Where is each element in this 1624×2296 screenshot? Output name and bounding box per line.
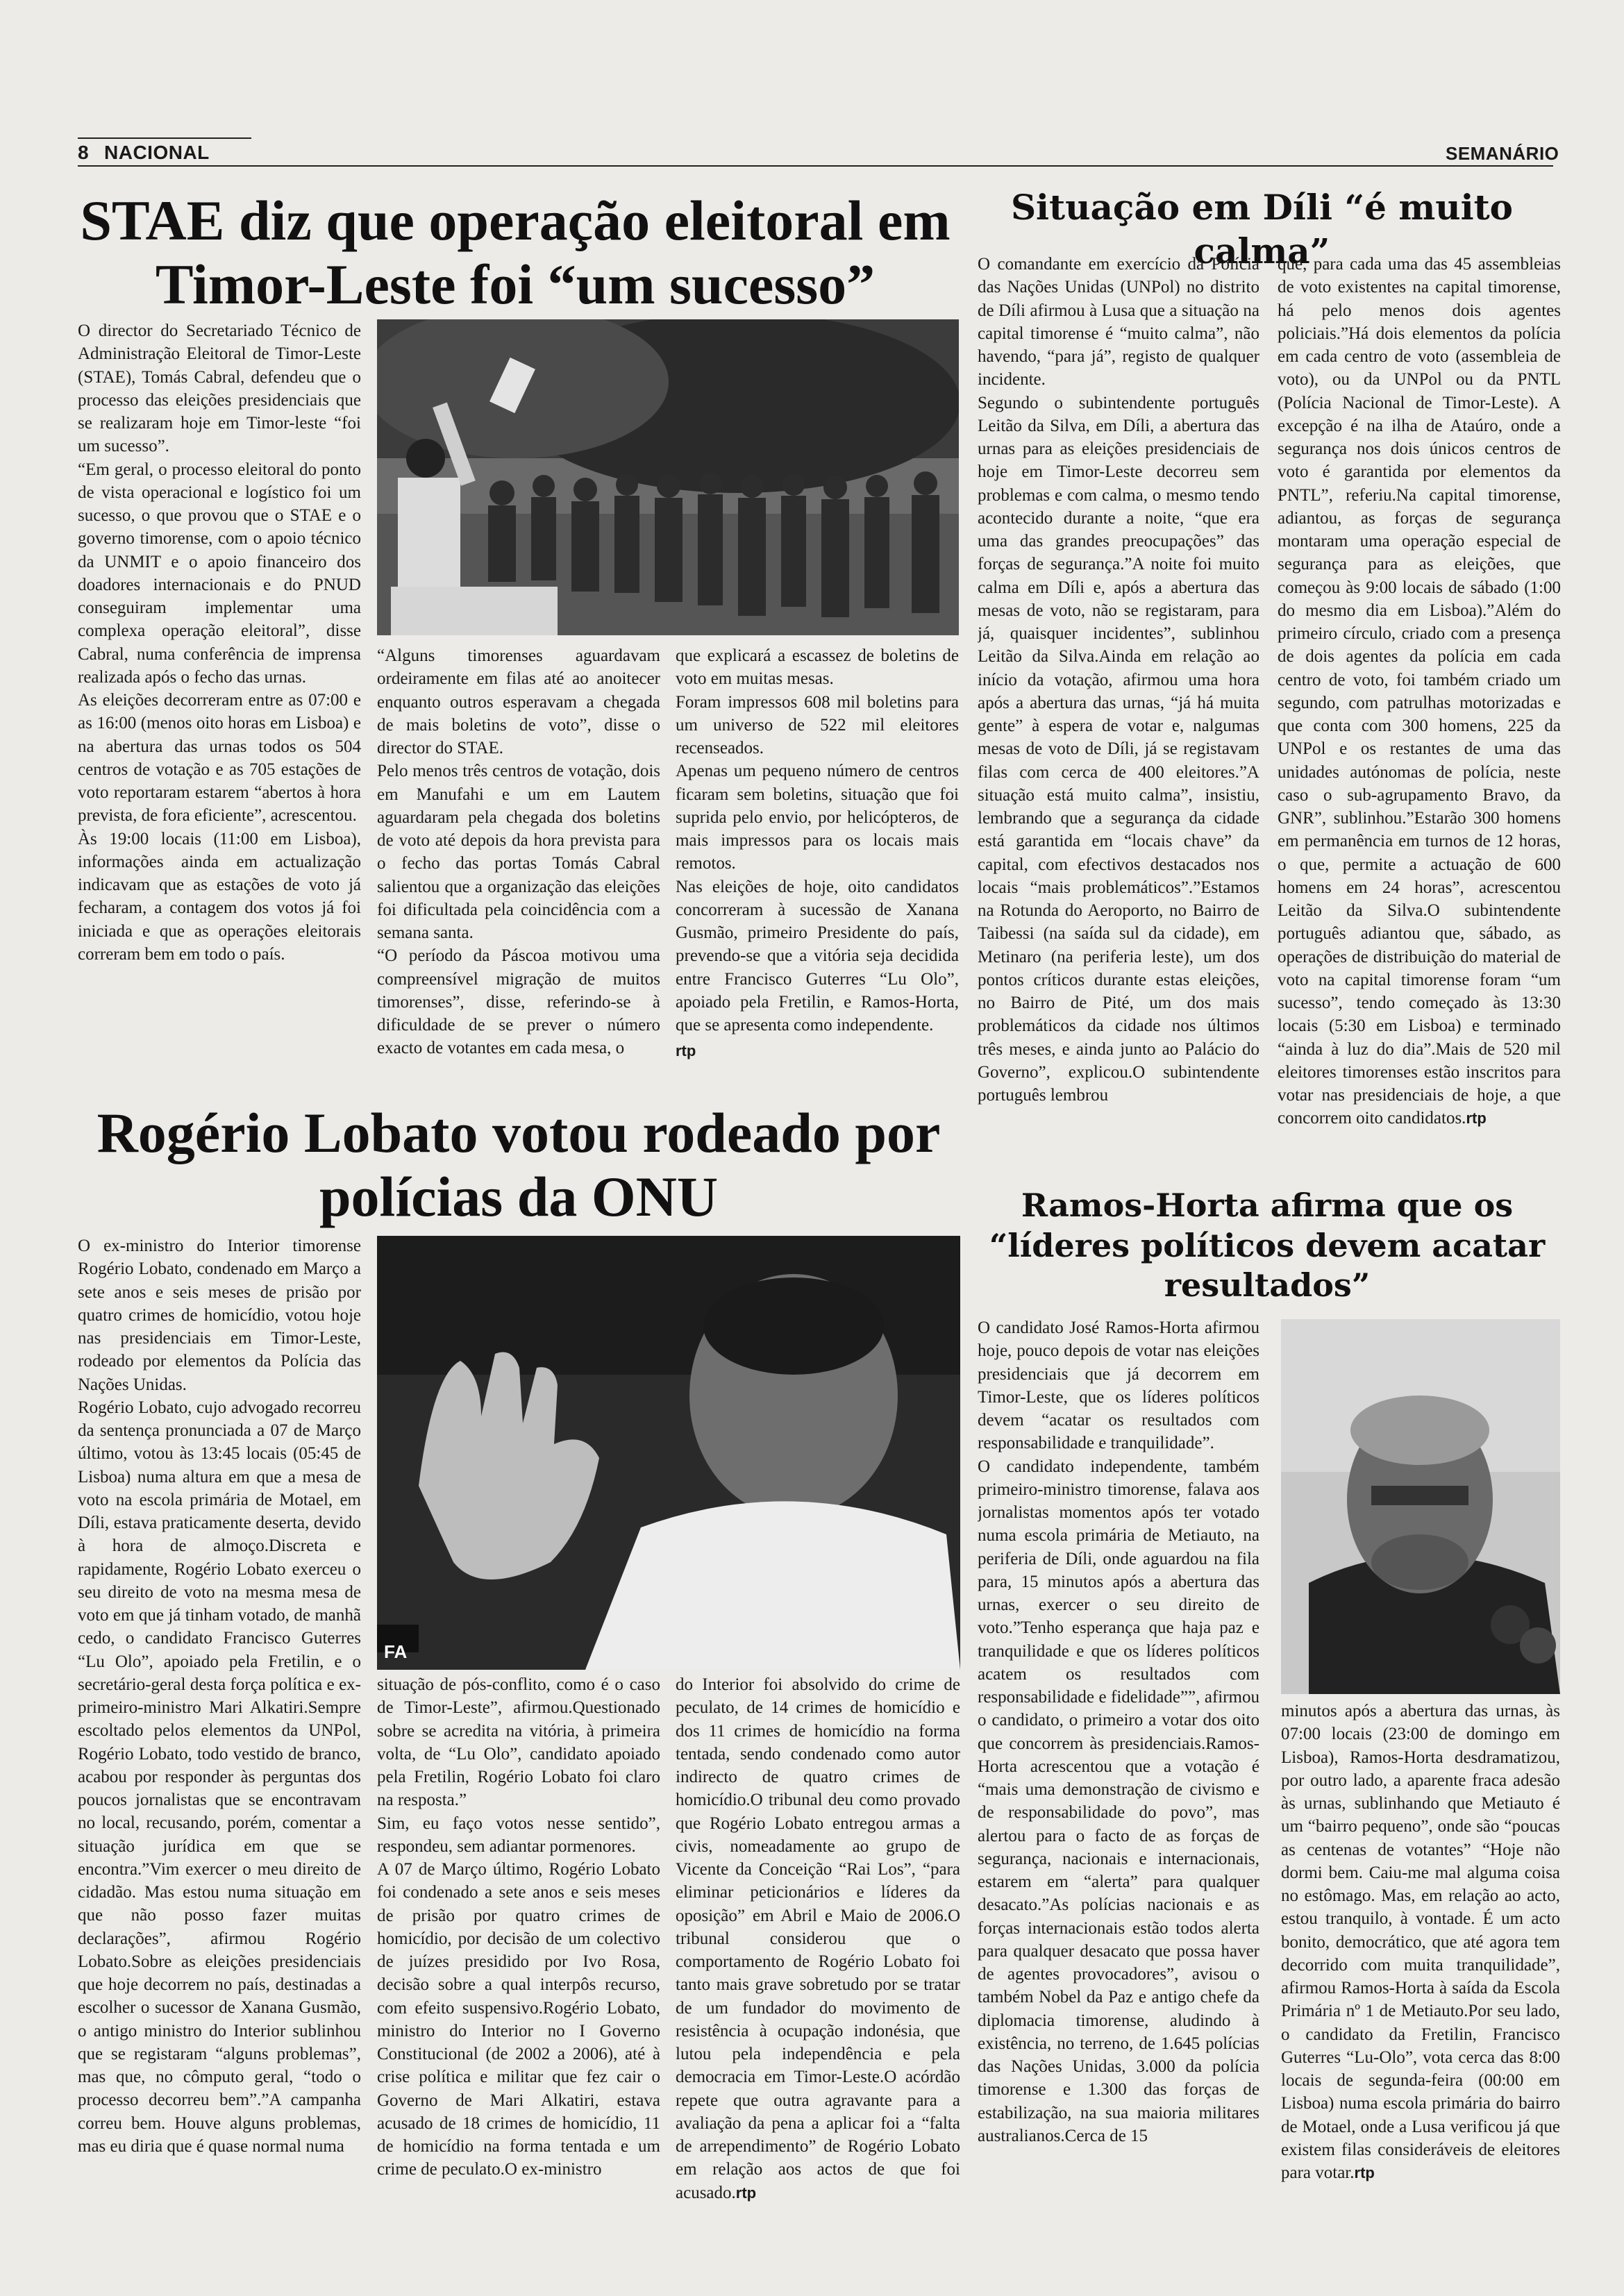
headline-line: STAE diz que operação eleitoral em xyxy=(80,189,951,252)
article-stae-col2: “Alguns timorenses aguardavam ordeiramente em filas até ao anoitecer enquanto outros esperavam a chegada de mais boletins de voto”, disse o director do STAE. Pelo menos três centros de votação, dois em Manufahi e um em Lautem aguardaram pela chegada dos boletins de voto até depois da hora prevista para o fecho das portas Tomás Cabral salientou que a organização das eleições foi dificultada pela coincidência com a semana santa. “O período da Páscoa motivou uma compreensível migração de muitos timorenses”, disse, referindo-se à dificuldade de se prever o número exacto de votantes em cada mesa, o xyxy=(377,646,660,1058)
article-dili-signature: rtp xyxy=(1466,1109,1487,1128)
lobato-photo-image xyxy=(377,1236,960,1670)
stae-photo-image xyxy=(377,319,959,635)
article-lobato-col1: O ex-ministro do Interior timorense Rogério Lobato, condenado em Março a sete anos e seis meses de prisão por quatro crimes de homicídio, votou hoje nas presidenciais em Timor-Leste, rodeado por elementos da Polícia das Nações Unidas. Rogério Lobato, cujo advogado recorreu da sentença pronunciada a 07 de Março último, votou às 13:45 locais (05:45 de Lisboa) numa altura em que a mesa de voto na escola primária de Motael, em Díli, estava praticamente deserta, devido à hora de almoço.Discreta e rapidamente, Rogério Lobato exerceu o seu direito de voto na mesma mesa de voto em que já tinham votado, de manhã cedo, o candidato Francisco Guterres “Lu Olo”, apoiado pela Fretilin, e o secretário-geral desta força política e ex-primeiro-ministro Mari Alkatiri.Sempre escoltado pelos elementos da UNPol, Rogério Lobato, todo vestido de branco, acabou por responder às perguntas dos poucos jornalistas que se encontravam no local, recusando, porém, comentar a situação jurídica em que se encontra.”Vim exercer o meu direito de cidadão. Mas estou numa situação em que não posso fazer muitas declarações”, afirmou Rogério Lobato.Sobre as eleições presidenciais que hoje decorrem no país, destinadas a escolher o sucessor de Xanana Gusmão, o antigo ministro do Interior sublinhou que se registaram “alguns problemas”, mas que, no cômputo geral, “todo o processo decorreu bem”.”A campanha correu bem. Houve alguns problemas, mas eu diria que é quase normal numa xyxy=(78,1237,361,2156)
article-dili-col1: O comandante em exercício da Polícia das Nações Unidas (UNPol) no distrito de Díli afirmou à Lusa que a situação na capital timorense é “muito calma”, não havendo, “para já”, registo de qualquer incidente. Segundo o subintendente português Leitão da Silva, em Díli, a abertura das urnas para as eleições presidenciais de hoje em Timor-Leste decorreu sem problemas e com calma, o mesmo tendo acontecido durante a noite, “que era uma das grandes preocupações” das forças de segurança.”A noite foi muito calma em Díli e, após a abertura das mesas de voto, não se registaram, para já, quaisquer incidentes”, sublinhou Leitão da Silva.Ainda em relação ao início da votação, afirmou uma hora após a abertura das urnas, “já há muita gente” à espera de votar e, nalgumas mesas de voto de Díli, já se registavam filas com cerca de 400 eleitores.”A situação está muito calma”, insistiu, lembrando que a segurança da cidade está garantida em “locais chave” da capital, com efectivos destacados nos locais “mais problemáticos”.”Estamos na Rotunda do Aeroporto, no Bairro de Taibessi (na saída sul da cidade), em Metinaro (na periferia leste), um dos pontos críticos durante estas eleições, no Bairro de Pité, um dos mais problemáticos da cidade nos últimos três meses, e ainda junto ao Palácio do Governo”, explicou.O subintendente português lembrou xyxy=(978,255,1259,1105)
article-dili-col2-text: que, para cada uma das 45 assembleias de voto existentes na capital timorense, há pelo menos dois agentes policiais.”Há dois elementos da polícia em cada centro de voto (assembleia de voto), ou da UNPol ou da PNTL (Polícia Nacional de Timor-Leste). A excepção é na ilha de Ataúro, onde a segurança nos dois únicos centros de voto é garantida por elementos da PNTL”, referiu.Na capital timorense, adiantou, as forças de segurança montaram uma operação especial de segurança para as eleições, que começou às 9:00 locais de sábado (1:00 do mesmo dia em Lisboa).”Além do primeiro círculo, criado com a presença de dois agentes da polícia em cada centro de voto, foi também criado um segundo, com patrulhas motorizadas e que conta com 300 homens, 225 da UNPol e os restantes de uma das unidades autónomas de polícia, neste caso o sub-agrupamento Bravo, da GNR”, sublinhou.”Estarão 300 homens em permanência em turnos de 12 horas, o que, permite a actuação de 600 homens em 24 horas”, acrescentou Leitão da Silva.O subintendente português adiantou que, sábado, as operações de distribuição do material de voto na capital timorense foram “um sucesso”, tendo começado às 13:30 locais (5:30 em Lisboa) e terminado “ainda à luz do dia”.Mais de 520 mil eleitores timorenses estão inscritos para votar nas presidenciais de hoje, a que concorrem oito candidatos. xyxy=(1278,255,1561,1128)
article-stae-signature: rtp xyxy=(676,1042,696,1060)
lobato-photo xyxy=(377,1236,960,1670)
article-ramos-horta-col2 xyxy=(1281,1700,1560,2262)
article-stae-col3-text: que explicará a escassez de boletins de voto em muitas mesas. Foram impressos 608 mil boletins para um universo de 522 mil eleitores recenseados. Apenas um pequeno número de centros ficaram sem boletins, situação que foi suprida pelo envio, por helicópteros, de mais impressos para os locais mais remotos. Nas eleições de hoje, oito candidatos concorreram à sucessão de Xanana Gusmão, primeiro Presidente do país, prevendo-se que a vitória seja decidida entre Francisco Guterres “Lu Olo”, apoiado pela Fretilin, e Ramos-Horta, que se apresenta como independente. xyxy=(676,646,959,1034)
header-rule xyxy=(78,165,1553,167)
lobato-photo-credit: FA xyxy=(384,1641,408,1662)
publication-name: SEMANÁRIO xyxy=(1446,143,1559,164)
article-dili-headline: Situação em Díli “é muito calma” xyxy=(1010,187,1514,271)
header-rule-left xyxy=(78,137,251,139)
article-stae-headline xyxy=(78,189,953,317)
headline-line: Ramos-Horta afirma que os xyxy=(1021,1187,1514,1224)
headline-line: polícias da ONU xyxy=(319,1164,719,1228)
headline-line: resultados” xyxy=(1164,1266,1371,1304)
article-dili-col2 xyxy=(1278,253,1561,1190)
article-lobato-col3 xyxy=(676,1673,960,2262)
article-ramos-horta-headline xyxy=(972,1186,1562,1306)
article-ramos-horta-signature: rtp xyxy=(1354,2164,1375,2181)
article-stae-col1: O director do Secretariado Técnico de Administração Eleitoral de Timor-Leste (STAE), Tomás Cabral, defendeu que o processo das eleições presidenciais que se realizaram hoje em Timor-leste “foi um sucesso”. “Em geral, o processo eleitoral do ponto de vista operacional e logístico foi um sucesso, o que provou que o STAE e o governo timorense, com o apoio técnico da UNMIT e o apoio financeiro dos doadores internacionais e do PNUD conseguiram implementar uma complexa operação eleitoral”, disse Cabral, numa conferência de imprensa realizada após o fecho das urnas. As eleições decorreram entre as 07:00 e as 16:00 (menos oito horas em Lisboa) e na abertura das urnas todos os 504 centros de votação e as 705 estações de voto reportaram estarem “abertos à hora prevista, de fora eficiente”, acrescentou. Às 19:00 locais (11:00 em Lisboa), informações ainda em actualização indicavam que as estações de voto já fecharam, a contagem dos votos já foi iniciada e que as operações eleitorais correram bem em todo o país. xyxy=(78,321,361,964)
article-stae-col3 xyxy=(676,644,959,1091)
stae-photo xyxy=(377,319,959,635)
article-lobato-col2: situação de pós-conflito, como é o caso de Timor-Leste”, afirmou.Questionado sobre se acredita na vitória, à primeira volta, de “Lu Olo”, candidato apoiado pela Fretilin, Rogério Lobato foi claro na resposta.” Sim, eu faço votos nesse sentido”, respondeu, sem adiantar pormenores. A 07 de Março último, Rogério Lobato foi condenado a sete anos e seis meses de prisão por quatro crimes de homicídio, por decisão de um colectivo de juízes presidido por Ivo Rosa, decisão sobre a qual interpôs recurso, com efeito suspensivo.Rogério Lobato, ministro do Interior no I Governo Constitucional (de 2002 a 2006), até à crise política e militar que fez cair o Governo de Mari Alkatiri, estava acusado de 18 crimes de homicídio, 11 de homicídio na forma tentada e um crime de peculato.O ex-ministro xyxy=(377,1675,660,2179)
article-ramos-horta-col2-text: minutos após a abertura das urnas, às 07:00 locais (23:00 de domingo em Lisboa), Ramos-Horta desdramatizou, por outro lado, a aparente fraca adesão às urnas, sublinhando que Metiauto é um “bairro pequeno”, onde são “poucas as centenas de votantes” “Hoje não dormi bem. Caiu-me mal alguma coisa no estômago. Mas, em relação ao acto, estou tranquilo, à vontade. É um acto bonito, democrático, que até agora tem decorrido com muita tranquilidade”, afirmou Ramos-Horta à saída da Escola Primária nº 1 de Metiauto.Por seu lado, o candidato da Fretilin, Francisco Guterres “Lu-Olo”, vota cerca das 8:00 locais de segunda-feira (00:00 em Lisboa) numa escola primária do bairro de Motael, onde a Lusa verificou já que existem filas consideráveis de eleitores para votar. xyxy=(1281,1702,1560,2182)
ramos-horta-photo xyxy=(1281,1319,1560,1694)
page-number: 8 xyxy=(78,142,90,163)
headline-line: “líderes políticos devem acatar xyxy=(989,1226,1546,1264)
article-lobato-signature: rtp xyxy=(735,2184,757,2202)
section-label: NACIONAL xyxy=(104,142,210,163)
headline-line: Timor-Leste foi “um sucesso” xyxy=(155,252,876,316)
headline-line: Rogério Lobato votou rodeado por xyxy=(97,1101,941,1164)
article-ramos-horta-col1: O candidato José Ramos-Horta afirmou hoje, pouco depois de votar nas eleições presidenciais que já decorrem em Timor-Leste, que os líderes políticos devem “acatar os resultados com responsabilidade e tranquilidade”. O candidato independente, também primeiro-ministro timorense, falava aos jornalistas momentos após ter votado numa escola primária de Metiauto, na periferia de Díli, onde aguardou na fila para, 15 minutos após a abertura das urnas, exercer o seu direito de voto.”Tenho esperança que haja paz e tranquilidade e que os líderes políticos acatem os resultados com responsabilidade e fidelidade””, afirmou o candidato, o primeiro a votar dos oito que concorrem às presidenciais.Ramos-Horta acrescentou que a votação é “mais uma demonstração de civismo e de responsabilidade do povo”, mas alertou para o facto de as forças de segurança, nacionais e internacionais, estarem em “alerta” para qualquer desacato.”As polícias nacionais e as forças internacionais estão todos alerta para qualquer desacato que possa haver de agentes provocadores”, avisou o também Nobel da Paz e antigo chefe da diplomacia timorense, aludindo à existência, no terreno, de 1.645 polícias das Nações Unidas, 3.000 da polícia timorense e 1.300 das forças de estabilização, na sua maioria militares australianos.Cerca de 15 xyxy=(978,1318,1259,2145)
article-lobato-headline xyxy=(78,1101,960,1229)
ramos-horta-photo-image xyxy=(1281,1319,1560,1694)
article-lobato-col3-text: do Interior foi absolvido do crime de peculato, de 14 crimes de homicídio e dos 11 crimes de homicídio na forma tentada, sendo condenado como autor indirecto de quatro crimes de homicídio.O tribunal deu como provado que Rogério Lobato entregou armas a civis, nomeadamente ao grupo de Vicente da Conceição “Rai Los”, “para eliminar peticionários e líderes da oposição” em Abril e Maio de 2006.O tribunal considerou que o comportamento de Rogério Lobato foi tanto mais grave sobretudo por se tratar de um fundador do movimento de resistência à ocupação indonésia, que lutou pela independência e pela democracia em Timor-Leste.O acórdão repete que outra agravante para a avaliação da pena a aplicar foi a “falta de arrependimento” de Rogério Lobato em relação aos actos de que foi acusado. xyxy=(676,1675,960,2202)
